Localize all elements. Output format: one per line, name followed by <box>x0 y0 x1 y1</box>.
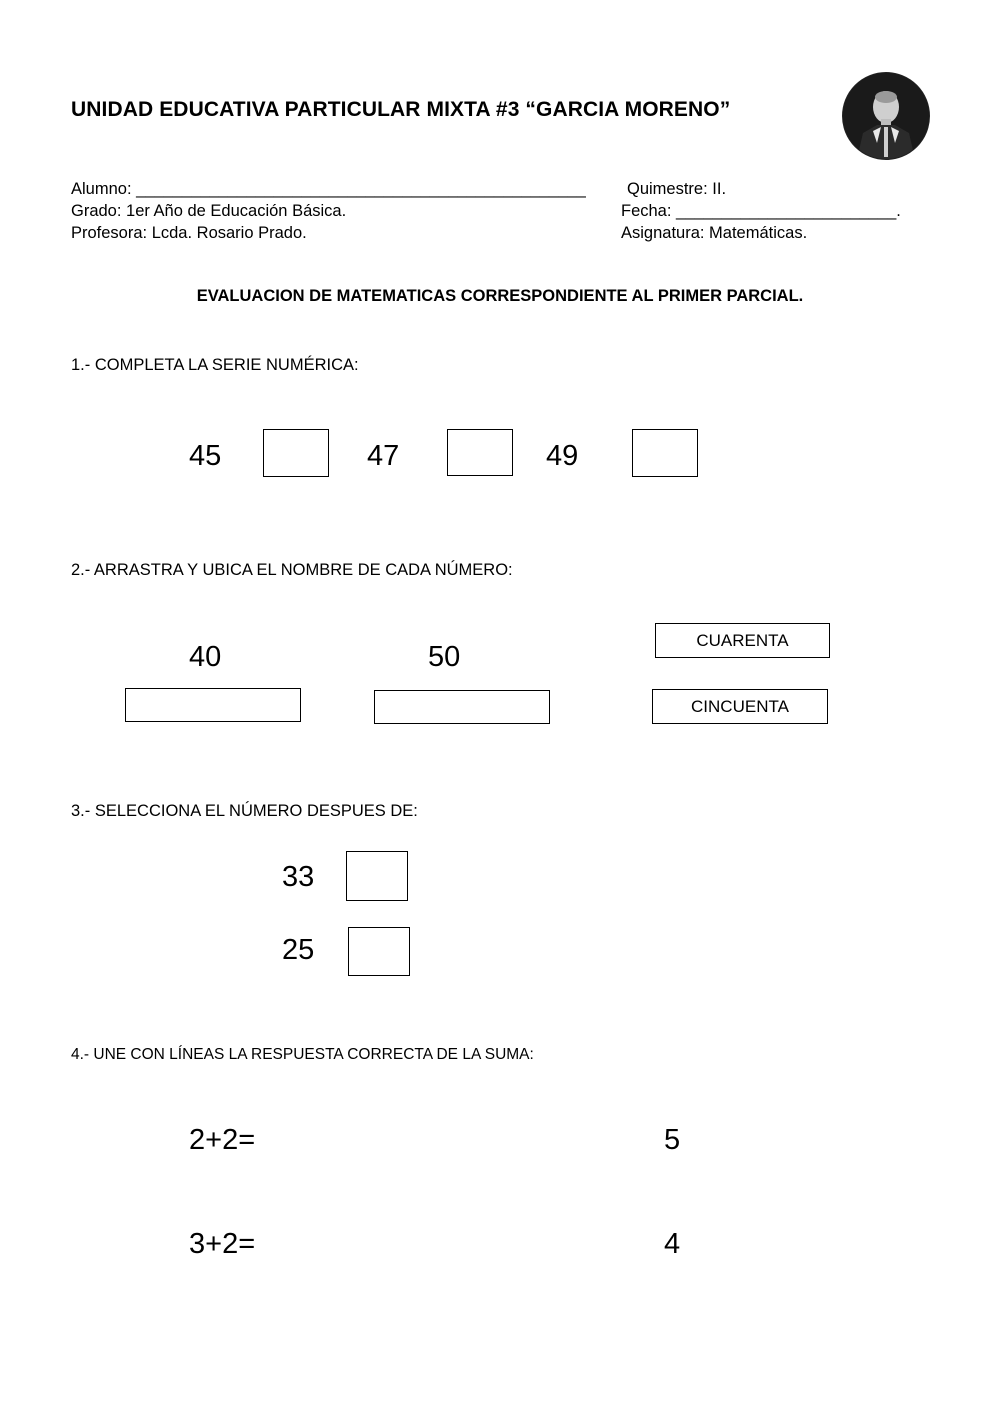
quimestre-text: Quimestre: II. <box>627 180 727 198</box>
teacher-text: Profesora: Lcda. Rosario Prado. <box>71 224 307 242</box>
reference-number: 25 <box>282 934 315 966</box>
sum-answer[interactable]: 5 <box>664 1124 681 1156</box>
name-drop-target[interactable] <box>125 688 301 722</box>
series-answer-box[interactable] <box>632 429 698 477</box>
subject-text: Asignatura: Matemáticas. <box>621 224 808 242</box>
reference-number: 33 <box>282 861 315 893</box>
date-line: Fecha: ________________________. <box>621 202 901 220</box>
question-2-prompt: 2.- ARRASTRA Y UBICA EL NOMBRE DE CADA NÚMERO: <box>71 561 513 579</box>
draggable-option-cincuenta[interactable]: CINCUENTA <box>652 689 828 724</box>
next-number-select-box[interactable] <box>346 851 408 901</box>
series-answer-box[interactable] <box>447 429 513 476</box>
question-1-prompt: 1.- COMPLETA LA SERIE NUMÉRICA: <box>71 356 359 374</box>
sum-expression[interactable]: 2+2= <box>189 1124 256 1156</box>
portrait-icon <box>842 72 930 160</box>
evaluation-title: EVALUACION DE MATEMATICAS CORRESPONDIENTE AL PRIMER PARCIAL. <box>196 287 804 305</box>
series-number: 47 <box>367 440 400 472</box>
school-title: UNIDAD EDUCATIVA PARTICULAR MIXTA #3 “GARCIA MORENO” <box>71 98 731 121</box>
draggable-option-cuarenta[interactable]: CUARENTA <box>655 623 830 658</box>
sum-expression[interactable]: 3+2= <box>189 1228 256 1260</box>
student-name-line: Alumno: _________________________________________________ <box>71 180 586 198</box>
series-answer-box[interactable] <box>263 429 329 477</box>
number-to-name: 50 <box>428 641 461 673</box>
number-to-name: 40 <box>189 641 222 673</box>
grade-text: Grado: 1er Año de Educación Básica. <box>71 202 347 220</box>
name-drop-target[interactable] <box>374 690 550 724</box>
question-3-prompt: 3.- SELECCIONA EL NÚMERO DESPUES DE: <box>71 802 418 820</box>
series-number: 45 <box>189 440 222 472</box>
next-number-select-box[interactable] <box>348 927 410 976</box>
question-4-prompt: 4.- UNE CON LÍNEAS LA RESPUESTA CORRECTA DE LA SUMA: <box>71 1046 534 1063</box>
series-number: 49 <box>546 440 579 472</box>
sum-answer[interactable]: 4 <box>664 1228 681 1260</box>
